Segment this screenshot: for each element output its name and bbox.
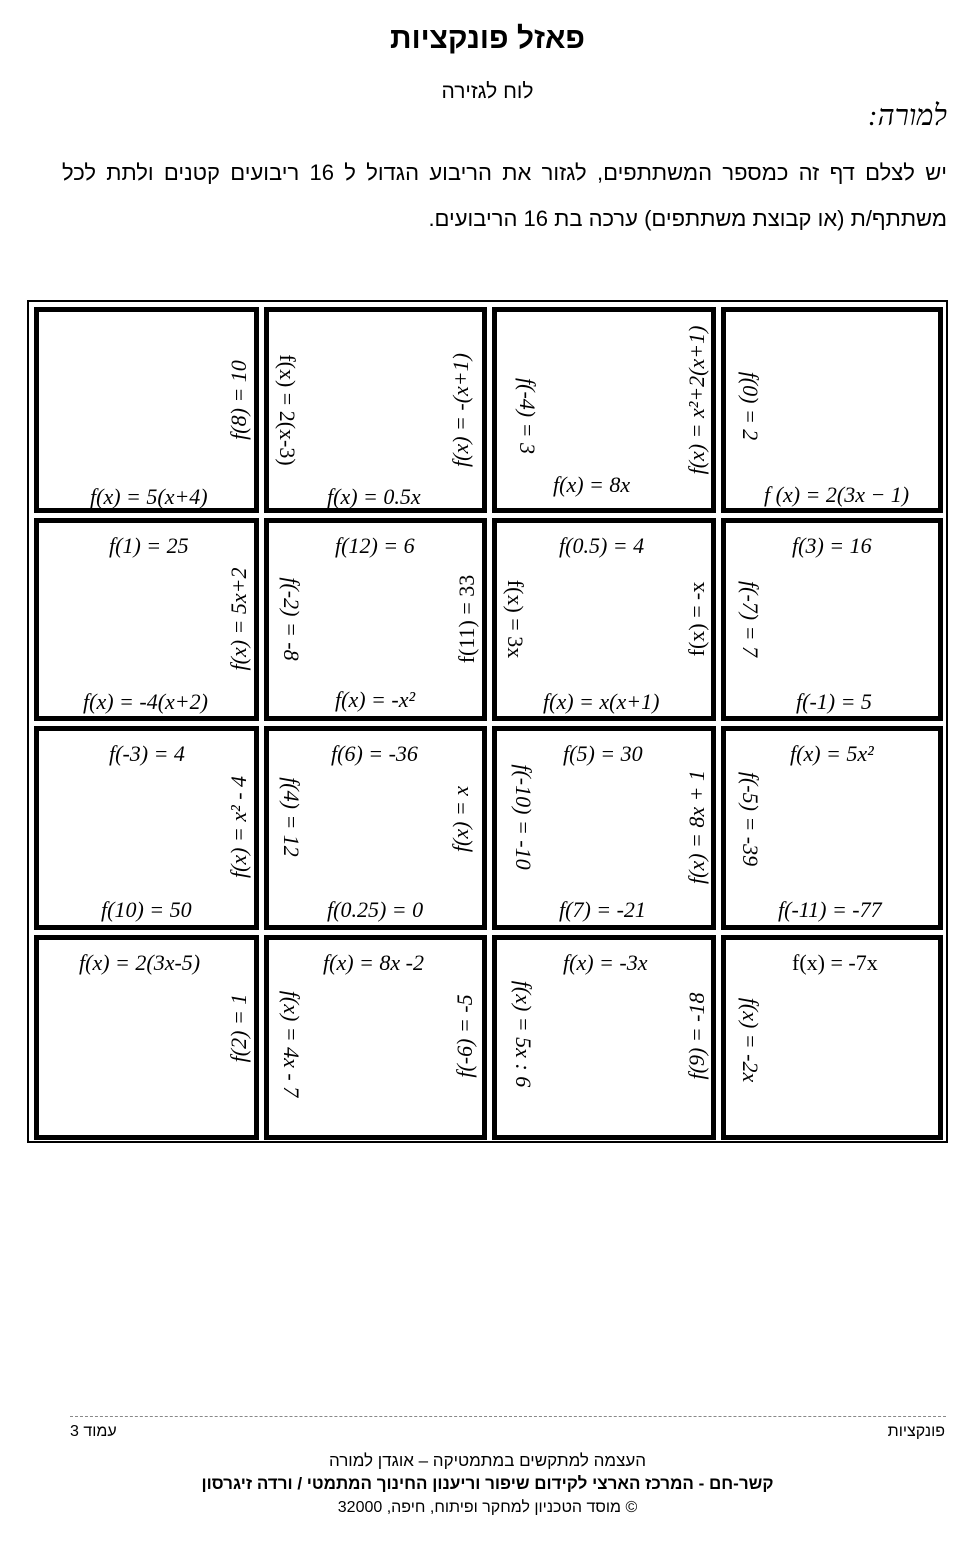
cell-text-top: f(0.5) = 4 <box>559 533 645 558</box>
cell-text-right: f(x) = -(x+1) <box>448 353 473 467</box>
puzzle-cell <box>34 726 259 930</box>
cell-text-bottom: f (x) = 2(3x − 1) <box>764 482 910 507</box>
cell-text-top: f(x) = 8x -2 <box>323 950 424 975</box>
cell-text-bottom: f(x) = x(x+1) <box>543 689 660 714</box>
puzzle-cell <box>264 726 487 930</box>
puzzle-cell <box>34 935 259 1140</box>
cell-text-top: f(12) = 6 <box>335 533 415 558</box>
cell-text-bottom: f(x) = 0.5x <box>327 484 421 509</box>
cell-text-right: f(9) = -18 <box>684 992 709 1080</box>
page-subtitle: לוח לגזירה <box>441 80 534 103</box>
cell-text-top: f(x) = 5x² <box>790 741 874 766</box>
cell-text-right: f(11) = 33 <box>454 574 479 664</box>
cell-text-top: f(x) = 2(3x-5) <box>79 950 201 975</box>
footer-section: פונקציות <box>887 1423 945 1440</box>
cell-text-left: f(x) = 2(x-3) <box>275 354 300 466</box>
cell-text-right: f(x) = x² - 4 <box>226 775 251 879</box>
cell-text-right: f(8) = 10 <box>226 360 251 440</box>
puzzle-cell <box>721 726 943 930</box>
cell-text-left: f(-2) = -8 <box>279 577 304 661</box>
cell-text-right: f(x) = 5x+2 <box>226 567 251 671</box>
cell-text-top: f(6) = -36 <box>331 741 418 766</box>
cell-text-left: f(-4) = 3 <box>515 378 540 454</box>
puzzle-cell <box>264 307 487 513</box>
cell-text-top: f(1) = 25 <box>109 533 189 558</box>
cell-text-bottom: f(-11) = -77 <box>778 897 882 922</box>
cell-text-left: f(x) = -2x <box>738 997 763 1083</box>
cell-text-middle: f(x) = 8x <box>553 472 631 497</box>
cell-text-bottom: f(x) = -x² <box>335 687 416 712</box>
puzzle-cell <box>34 307 259 513</box>
cell-text-right: f(-6) = -5 <box>452 994 477 1078</box>
cell-text-left: f(4) = 12 <box>279 777 304 857</box>
footer-page-number: עמוד 3 <box>70 1423 117 1440</box>
cell-text-right: f(x) = x <box>448 785 473 853</box>
puzzle-cell <box>721 307 943 513</box>
puzzle-cell <box>34 518 259 721</box>
puzzle-cell <box>492 935 716 1140</box>
footer-line-2: קשר-חם - המרכז הארצי לקידום שיפור וריענון החינוך המתמטי / ורדה זיגרסון <box>201 1474 774 1493</box>
cell-text-top: f(5) = 30 <box>563 741 643 766</box>
puzzle-cell <box>721 935 943 1140</box>
puzzle-cell <box>492 307 716 513</box>
cell-text-top: f(-3) = 4 <box>109 741 185 766</box>
footer-divider <box>70 1416 946 1417</box>
footer-line-3: © מוסד הטכניון למחקר ופיתוח, חיפה, 32000 <box>337 1499 638 1516</box>
cell-text-top: f(x) = -7x <box>792 950 878 975</box>
cell-text-right: f(x) = 8x + 1 <box>684 770 709 884</box>
puzzle-cell <box>492 518 716 721</box>
cell-text-bottom: f(10) = 50 <box>101 897 192 922</box>
puzzle-board <box>27 300 948 1143</box>
footer-line-1: העצמה למתקשים במתמטיקה – אוגדן למורה <box>328 1451 647 1470</box>
cell-text-right: f(x) = x²+2(x+1) <box>684 325 709 475</box>
cell-text-bottom: f(7) = -21 <box>559 897 646 922</box>
cell-text-top: f(x) = -3x <box>563 950 648 975</box>
cell-text-bottom: f(x) = 5(x+4) <box>90 484 208 509</box>
page-title: פאזל פונקציות <box>390 22 585 55</box>
puzzle-cell <box>264 935 487 1140</box>
cell-text-left: f(-10) = -10 <box>511 764 536 870</box>
cell-text-bottom: f(0.25) = 0 <box>327 897 424 922</box>
cell-text-left: f(x) = 5x : 6 <box>511 980 536 1088</box>
cell-text-left: f(x) = 3x <box>503 579 528 659</box>
cell-text-bottom: f(-1) = 5 <box>796 689 872 714</box>
cell-text-left: f(-7) = 7 <box>738 581 763 657</box>
cell-text-right: f(2) = 1 <box>226 993 251 1063</box>
cell-text-bottom: f(x) = -4(x+2) <box>83 689 208 714</box>
cell-text-right: f(x) = -x <box>684 581 709 657</box>
puzzle-cell <box>492 726 716 930</box>
cell-text-left: f(-5) = -39 <box>738 771 763 867</box>
puzzle-cell <box>721 518 943 721</box>
cell-text-left: f(0) = 2 <box>738 371 763 441</box>
teacher-label: למורה: <box>867 100 947 132</box>
instructions-text: יש לצלם דף זה כמספר המשתתפים, לגזור את הריבוע הגדול ל 16 ריבועים קטנים ולתת לכל משתתף/ת (או קבוצת משתתפים) ערכה בת 16 הריבועים. <box>62 160 947 231</box>
cell-text-top: f(3) = 16 <box>792 533 872 558</box>
cell-text-left: f(x) = 4x - 7 <box>279 990 304 1098</box>
puzzle-cell <box>264 518 487 721</box>
